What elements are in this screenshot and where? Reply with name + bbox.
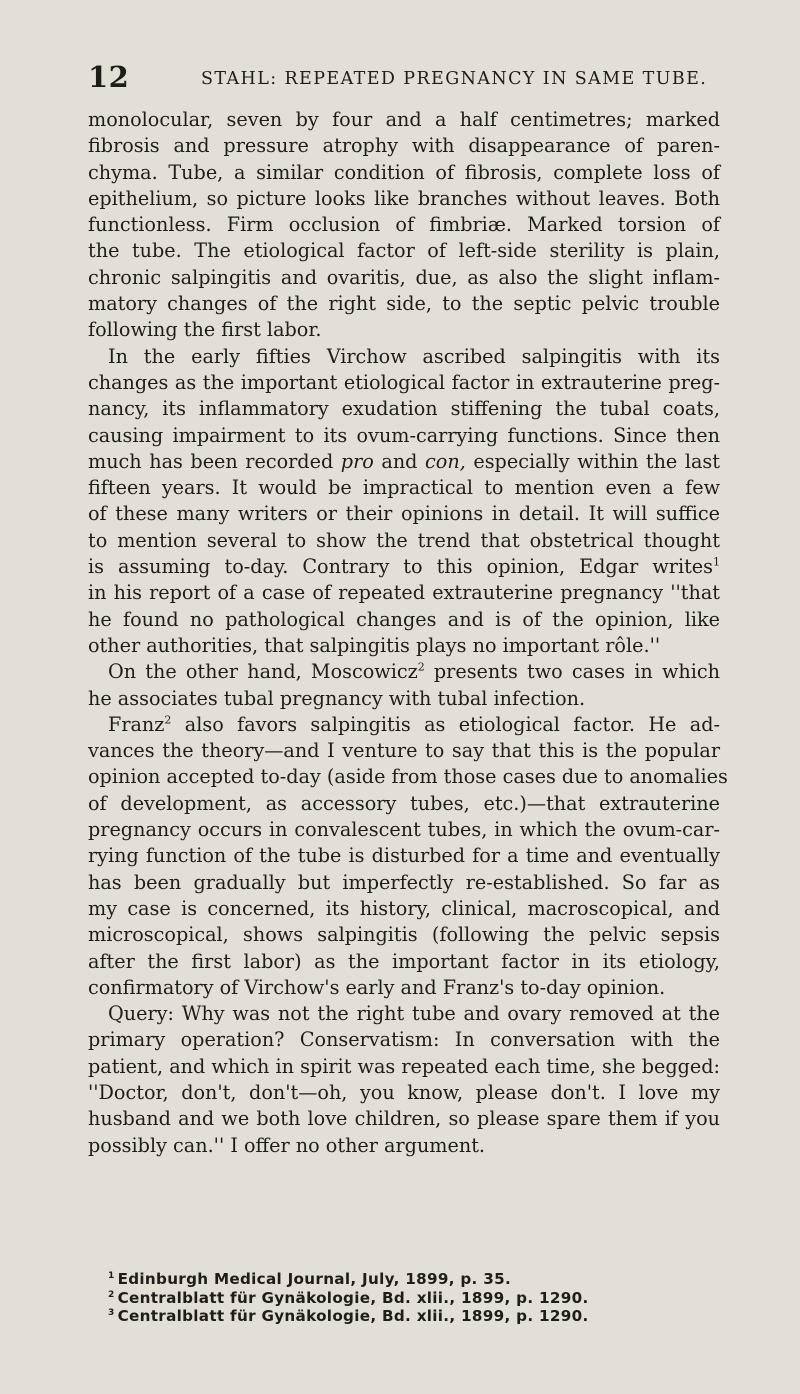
text-line: Query: Why was not the right tube and ovary removed at the	[108, 1002, 720, 1026]
text-line: nancy, its inflammatory exudation stiffening the tubal coats,	[88, 397, 720, 421]
text-line: ''Doctor, don't, don't—oh, you know, please don't. I love my	[88, 1080, 720, 1104]
text-line	[88, 712, 720, 738]
text-line: functionless. Firm occlusion of fimbriæ. Marked torsion of	[88, 213, 720, 237]
footnote-text: Centralblatt für Gynäkologie, Bd. xlii., 1899, p. 1290.	[117, 1307, 589, 1326]
footnote-mark: 1	[108, 1270, 115, 1281]
footnote	[108, 1270, 668, 1289]
latin-term: con,	[425, 449, 466, 473]
text-line: causing impairment to its ovum-carrying functions. Since then	[88, 423, 720, 447]
text-line: he found no pathological changes and is of the opinion, like	[88, 607, 720, 631]
text-line	[88, 449, 720, 475]
running-head: STAHL: REPEATED PREGNANCY IN SAME TUBE.	[201, 69, 708, 89]
page-header	[88, 60, 728, 94]
text-line: he associates tubal pregnancy with tubal infection.	[88, 686, 586, 710]
text-segment: On the other hand, Moscowicz	[108, 660, 418, 684]
text-line: of these many writers or their opinions in detail. It will suffice	[88, 502, 720, 526]
text-segment: is assuming to-day. Contrary to this opinion, Edgar writes	[88, 555, 713, 579]
text-line: matory changes of the right side, to the septic pelvic trouble	[88, 292, 720, 316]
text-line: fibrosis and pressure atrophy with disappearance of paren-	[88, 134, 720, 158]
text-line: my case is concerned, its history, clinical, macroscopical, and	[88, 896, 720, 920]
text-line: chyma. Tube, a similar condition of fibrosis, complete loss of	[88, 160, 720, 184]
text-line: fifteen years. It would be impractical to mention even a few	[88, 476, 720, 500]
footnote-text: Centralblatt für Gynäkologie, Bd. xlii., 1899, p. 1290.	[117, 1288, 589, 1307]
text-line: primary operation? Conservatism: In conversation with the	[88, 1028, 720, 1052]
text-line: other authorities, that salpingitis plays no important rôle.''	[88, 633, 661, 657]
text-segment: much has been recorded	[88, 449, 334, 473]
text-line: monolocular, seven by four and a half centimetres; marked	[88, 108, 720, 131]
text-line	[88, 659, 720, 685]
text-segment: Franz	[108, 712, 165, 736]
footnote	[108, 1289, 668, 1308]
text-line: epithelium, so picture looks like branches without leaves. Both	[88, 186, 720, 210]
body-text	[88, 107, 728, 1159]
text-line: vances the theory—and I venture to say that this is the popular	[88, 739, 720, 763]
text-line: patient, and which in spirit was repeated each time, she begged:	[88, 1054, 720, 1078]
footnote	[108, 1307, 668, 1326]
footnotes	[108, 1270, 668, 1326]
text-line: In the early fifties Virchow ascribed salpingitis with its	[108, 344, 720, 368]
footnote-ref: 2	[164, 713, 172, 727]
page-number: 12	[88, 60, 130, 94]
text-line: rying function of the tube is disturbed for a time and eventually	[88, 844, 720, 868]
text-line: to mention several to show the trend that obstetrical thought	[88, 528, 720, 552]
text-line: microscopical, shows salpingitis (following the pelvic sepsis	[88, 923, 720, 947]
text-line: has been gradually but imperfectly re-established. So far as	[88, 870, 720, 894]
text-line: the tube. The etiological factor of left-side sterility is plain,	[88, 239, 720, 263]
text-line: husband and we both love children, so please spare them if you	[88, 1107, 720, 1131]
text-line: changes as the important etiological factor in extrauterine preg-	[88, 370, 720, 394]
footnote-mark: 2	[108, 1289, 115, 1300]
footnote-mark: 3	[108, 1308, 115, 1319]
text-line: opinion accepted to-day (aside from those cases due to anomalies	[88, 765, 728, 789]
text-line: of development, as accessory tubes, etc.)—that extrauterine	[88, 791, 720, 815]
text-line: pregnancy occurs in convalescent tubes, in which the ovum-car-	[88, 818, 720, 842]
text-line: chronic salpingitis and ovaritis, due, as also the slight inflam-	[88, 265, 720, 289]
text-line: following the first labor.	[88, 318, 322, 342]
text-line	[88, 554, 720, 580]
footnote-ref: 1	[713, 555, 720, 569]
text-line: possibly can.'' I offer no other argument.	[88, 1133, 486, 1157]
text-line: in his report of a case of repeated extrauterine pregnancy ''that	[88, 581, 720, 605]
text-line: after the first labor) as the important factor in its etiology,	[88, 949, 720, 973]
text-segment: especially within the last	[473, 449, 720, 473]
text-segment: and	[381, 449, 418, 473]
footnote-text: Edinburgh Medical Journal, July, 1899, p. 35.	[117, 1270, 512, 1288]
text-line: confirmatory of Virchow's early and Franz's to-day opinion.	[88, 975, 666, 999]
text-segment: presents two cases in which	[433, 660, 720, 684]
latin-term: pro	[340, 449, 374, 473]
footnote-ref: 2	[417, 660, 425, 674]
text-segment: also favors salpingitis as etiological factor. He ad-	[184, 712, 720, 736]
